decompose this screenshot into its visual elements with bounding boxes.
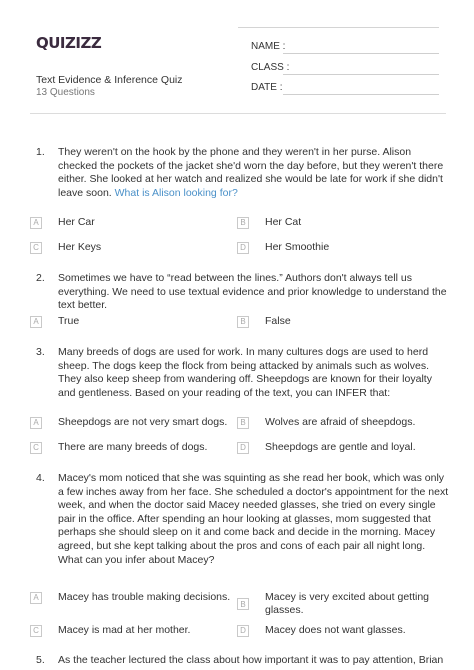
header-top-line — [238, 27, 439, 28]
option-d[interactable] — [237, 241, 329, 254]
option-letter-box: D — [237, 242, 249, 254]
option-text: False — [265, 315, 291, 327]
name-field[interactable] — [283, 53, 439, 54]
question-number: 5. — [36, 654, 45, 666]
option-b[interactable] — [237, 315, 291, 328]
option-d[interactable] — [237, 624, 406, 637]
option-letter-box: C — [30, 625, 42, 637]
option-letter-box: A — [30, 217, 42, 229]
option-letter-box: C — [30, 242, 42, 254]
quiz-title: Text Evidence & Inference Quiz — [36, 74, 183, 86]
header-separator — [30, 113, 446, 114]
question-number: 3. — [36, 346, 45, 358]
question-number: 4. — [36, 472, 45, 484]
option-text: There are many breeds of dogs. — [58, 441, 208, 453]
option-letter-box: B — [237, 598, 249, 610]
option-b[interactable] — [237, 591, 435, 617]
question-text: Macey's mom noticed that she was squinting as she read her book, which was only a few inches away from her face. She scheduled a doctor's appointment for the next week, and when the doctor said Macey needed glasses, she tried on every single pair in the office. After spending an hour looking at glasses, mom suggested that perhaps she should sleep on it and come back and decide in the morning. Macey agreed, but she kept talking about the pros and cons of each pair all night long. What can you infer about Macey? — [58, 472, 449, 566]
option-b[interactable] — [237, 216, 301, 229]
question-passage: They weren't on the hook by the phone and they weren't in her purse. Alison checked the pockets of the jacket she'd worn the day before, but they weren't there either. She looked at her watch and realized she would be late for work if she didn't leave soon. — [58, 146, 444, 199]
question-text — [58, 146, 450, 200]
question-number: 1. — [36, 146, 45, 158]
option-a[interactable] — [30, 315, 79, 328]
option-letter-box: D — [237, 625, 249, 637]
question-prompt: What is Alison looking for? — [114, 186, 238, 199]
option-text: Sheepdogs are gentle and loyal. — [265, 441, 416, 453]
option-text: Macey is very excited about getting glasses. — [265, 591, 430, 616]
option-text: Macey does not want glasses. — [265, 624, 406, 636]
option-letter-box: B — [237, 316, 249, 328]
option-text: Her Cat — [265, 216, 302, 228]
question-text: Many breeds of dogs are used for work. In many cultures dogs are used to herd sheep. The dogs keep the flock from being attacked by animals such as wolves. They also keep sheep from wandering off. Sheepdogs are known for their loyalty and gentleness. Based on your reading of the text, you can INFER that: — [58, 346, 432, 399]
option-a[interactable] — [30, 216, 95, 229]
question-text: As the teacher lectured the class about how important it was to pay attention, Brian — [58, 654, 444, 666]
option-text: Her Keys — [58, 241, 102, 253]
class-field[interactable] — [283, 74, 439, 75]
option-text: Macey is mad at her mother. — [58, 624, 191, 636]
option-c[interactable] — [30, 441, 207, 454]
option-letter-box: B — [237, 417, 249, 429]
option-c[interactable] — [30, 241, 101, 254]
option-a[interactable] — [30, 416, 227, 429]
question-number: 2. — [36, 272, 45, 284]
option-text: True — [58, 315, 80, 327]
class-label: CLASS : — [251, 62, 290, 73]
question-text: Sometimes we have to “read between the lines.” Authors don't always tell us everything. We need to use textual evidence and prior knowledge to understand the text better. — [58, 272, 447, 312]
option-d[interactable] — [237, 441, 416, 454]
option-text: Her Car — [58, 216, 95, 228]
option-text: Wolves are afraid of sheepdogs. — [265, 416, 416, 428]
option-letter-box: A — [30, 417, 42, 429]
question-count: 13 Questions — [36, 87, 95, 98]
option-letter-box: A — [30, 592, 42, 604]
option-text: Macey has trouble making decisions. — [58, 591, 231, 603]
option-b[interactable] — [237, 416, 415, 429]
option-letter-box: D — [237, 442, 249, 454]
option-letter-box: A — [30, 316, 42, 328]
option-text: Her Smoothie — [265, 241, 330, 253]
date-label: DATE : — [251, 82, 283, 93]
option-letter-box: B — [237, 217, 249, 229]
logo: QUIZIZZ — [36, 34, 102, 52]
name-label: NAME : — [251, 41, 286, 52]
option-letter-box: C — [30, 442, 42, 454]
option-a[interactable] — [30, 591, 230, 604]
option-c[interactable] — [30, 624, 190, 637]
option-text: Sheepdogs are not very smart dogs. — [58, 416, 228, 428]
date-field[interactable] — [283, 94, 439, 95]
